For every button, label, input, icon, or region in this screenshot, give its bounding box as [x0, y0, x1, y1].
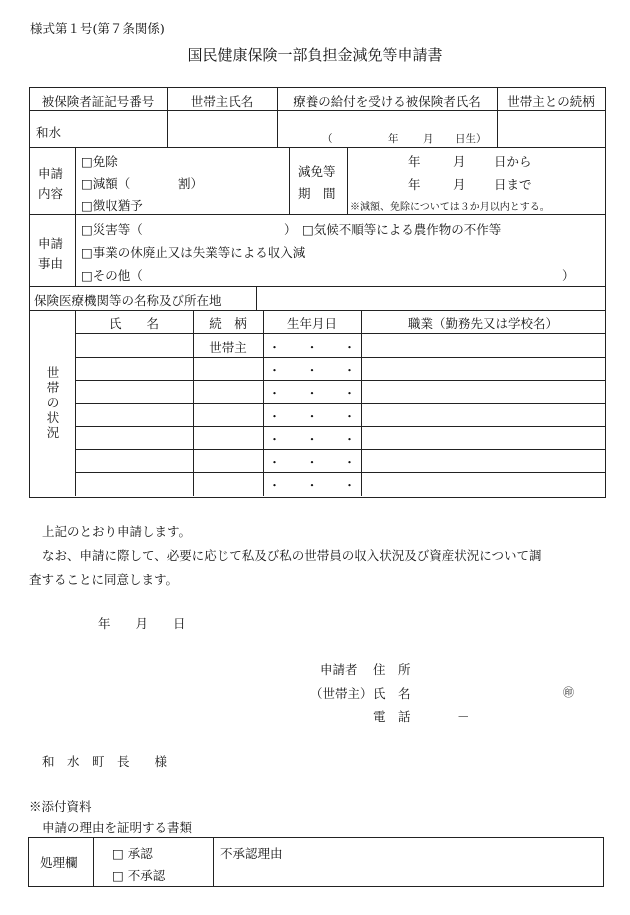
birth-month: 月 — [423, 133, 434, 145]
reduction-unit: 割） — [178, 176, 204, 191]
attachments-item: 申請の理由を証明する書類 — [42, 820, 193, 835]
weather-checkbox[interactable]: □気候不順等による農作物の不作等 — [302, 222, 502, 237]
addressee: 和 水 町 長 様 — [42, 754, 168, 769]
not-approved-checkbox[interactable]: □ 不承認 — [112, 868, 166, 883]
birth-year: 年 — [388, 133, 399, 145]
household-row-dots: ・ ・ ・ — [268, 340, 356, 355]
head-of-household-label: （世帯主） — [310, 686, 373, 701]
period-to-month: 月 — [453, 177, 466, 192]
household-row-dots: ・ ・ ・ — [268, 386, 356, 401]
period-from-month: 月 — [453, 154, 466, 169]
household-head-relation: 世帯主 — [209, 340, 247, 355]
household-row-dots: ・ ・ ・ — [268, 432, 356, 447]
processing-label: 処理欄 — [40, 855, 78, 870]
period-from-year: 年 — [408, 154, 421, 169]
period-to-year: 年 — [408, 177, 421, 192]
applicant-phone-label: 電 話 — [373, 709, 411, 724]
insurer-symbol: 和水 — [36, 125, 62, 140]
application-label-2: 内容 — [38, 186, 64, 201]
deferral-checkbox[interactable]: □徴収猶予 — [81, 198, 143, 213]
page-title: 国民健康保険一部負担金減免等申請書 — [187, 46, 443, 64]
rejection-reason-label: 不承認理由 — [220, 846, 283, 861]
period-from-day: 日から — [494, 154, 532, 169]
household-col-relation: 続 柄 — [209, 316, 247, 331]
household-row-dots: ・ ・ ・ — [268, 455, 356, 470]
phone-dash: － — [457, 709, 470, 724]
business-checkbox[interactable]: □事業の休廃止又は失業等による収入減 — [81, 245, 306, 260]
application-date: 年 月 日 — [98, 616, 186, 631]
applicant-name-label: 氏 名 — [373, 686, 411, 701]
medical-institution-label: 保険医療機関等の名称及び所在地 — [34, 293, 222, 308]
head-name-header: 世帯主氏名 — [190, 94, 254, 109]
attachments-title: ※添付資料 — [29, 799, 92, 814]
disaster-close: ） — [284, 222, 297, 237]
period-to-day: 日まで — [494, 177, 532, 192]
period-label-1: 減免等 — [298, 164, 336, 179]
applicant-address-label: 住 所 — [373, 662, 411, 677]
other-checkbox[interactable]: □その他（ — [81, 268, 143, 283]
reduction-checkbox[interactable]: □減額（ — [81, 176, 131, 191]
period-label-2: 期 間 — [298, 186, 336, 201]
exemption-checkbox[interactable]: □免除 — [81, 154, 118, 169]
reason-label-1: 申請 — [38, 236, 64, 251]
reason-label-2: 事由 — [38, 256, 64, 271]
period-note: ※減額、免除については３か月以内とする。 — [350, 202, 550, 213]
household-row-dots: ・ ・ ・ — [268, 409, 356, 424]
household-row-dots: ・ ・ ・ — [268, 478, 356, 493]
birth-day: 日生） — [455, 133, 487, 145]
household-col-name: 氏 名 — [108, 316, 159, 331]
household-col-birth: 生年月日 — [286, 316, 337, 331]
other-close: ） — [562, 268, 575, 283]
relation-header: 世帯主との続柄 — [507, 94, 595, 109]
seal-mark: ㊞ — [563, 686, 574, 699]
applicant-label: 申請者 — [320, 662, 358, 677]
household-row-dots: ・ ・ ・ — [268, 363, 356, 378]
declaration-line-3: 査することに同意します。 — [29, 572, 179, 587]
household-side-label: 世 帯 の 状 況 — [46, 365, 60, 440]
declaration-line-2: なお、申請に際して、必要に応じて私及び私の世帯員の収入状況及び資産状況について調 — [42, 548, 542, 563]
form-number: 様式第１号(第７条関係) — [30, 21, 165, 36]
household-col-occupation: 職業（勤務先又は学校名） — [407, 316, 558, 331]
patient-name-header: 療養の給付を受ける被保険者氏名 — [293, 94, 481, 109]
disaster-checkbox[interactable]: □災害等（ — [81, 222, 143, 237]
birth-paren-open: （ — [322, 133, 333, 145]
declaration-line-1: 上記のとおり申請します。 — [42, 524, 192, 539]
medical-institution-field[interactable] — [262, 289, 598, 307]
insured-id-header: 被保険者証記号番号 — [41, 94, 155, 109]
application-label-1: 申請 — [38, 166, 64, 181]
approved-checkbox[interactable]: □ 承認 — [112, 846, 153, 861]
